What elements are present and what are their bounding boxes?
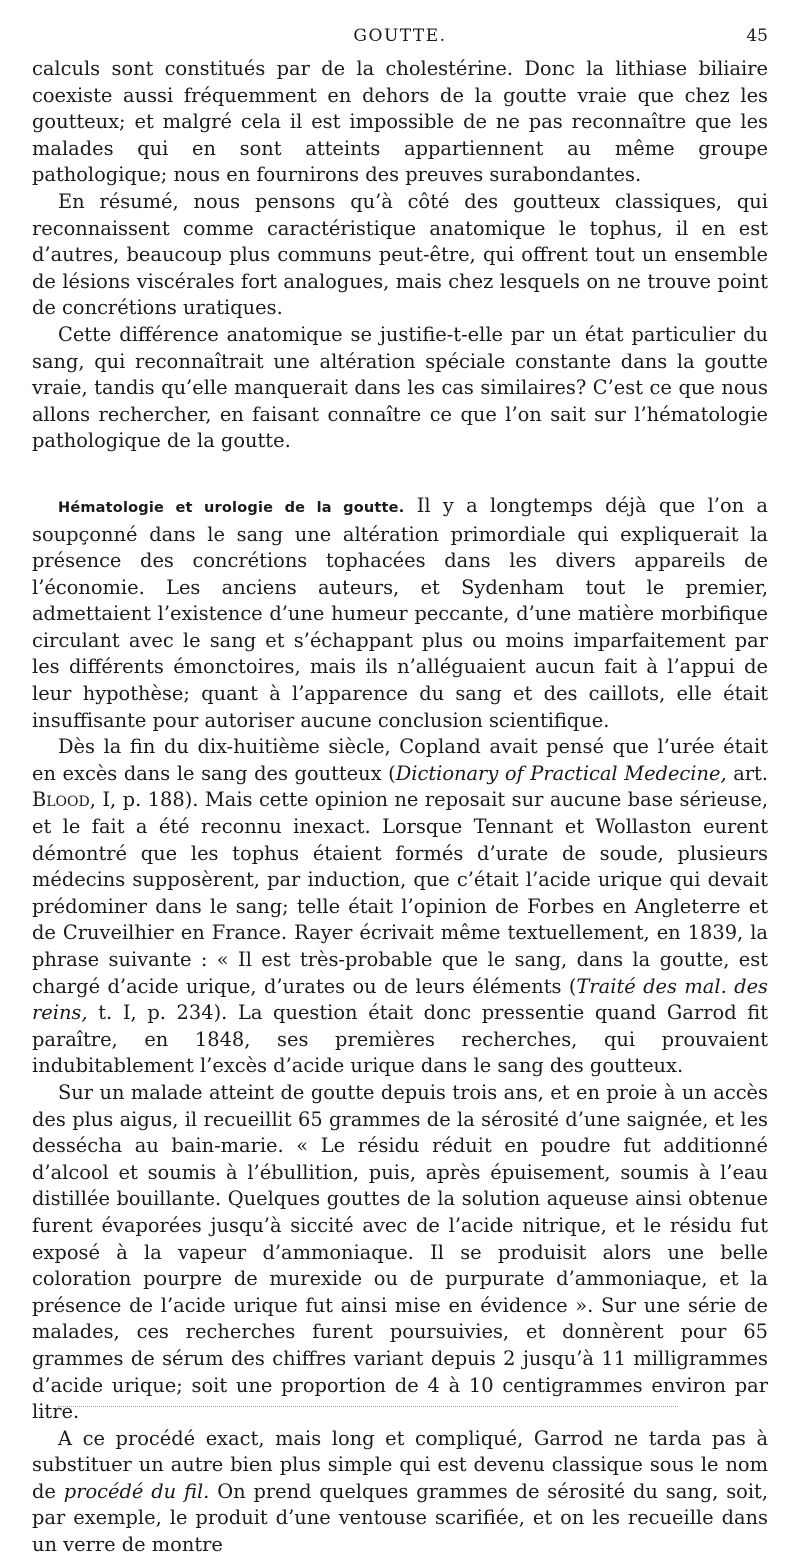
paragraph-lithiase: calculs sont constitués par de la cholestérine. Donc la lithiase biliaire coexiste aussi fréquemment en dehors de la goutte vraie que chez les goutteux; et malgré cela il est impossible de ne pas reconnaître que les malades qui en sont atteints appartiennent au même groupe pathologique; nous en fournirons des preuves surabondantes. (32, 57, 768, 187)
paragraph-procede-du-fil (32, 1426, 768, 1559)
book-page (32, 26, 768, 1559)
paragraph-hematologie-text: Il y a longtemps déjà que l’on a soupçonné dans le sang une altération primordiale qui expliquerait la présence des concrétions tophacées dans les divers appareils de l’économie. Les anciens auteurs, et Sydenham tout le premier, admettaient l’existence d’une humeur peccante, d’une matière morbifique circulant avec le sang et s’échappant plus ou moins imparfaitement par les différents émonctoires, mais ils n’alléguaient aucun fait à l’appui de leur hypothèse; quant à l’apparence du sang et des caillots, elle était insuffisante pour autoriser aucune conclusion scientifique. (32, 493, 768, 732)
page-number: 45 (746, 26, 768, 46)
procede-text-2: On prend quelques grammes de sérosité du sang, soit, par exemple, le produit d’une ventouse scarifiée, et on les recueille dans un verre de montre (32, 1479, 768, 1557)
paragraph-malade-atteint: Sur un malade atteint de goutte depuis trois ans, et en proie à un accès des plus aigus, il recueillit 65 grammes de la sérosité d’une saignée, et les dessécha au bain-marie. « Le résidu réduit en poudre fut additionné d’alcool et soumis à l’ébullition, puis, après épuisement, soumis à l’eau distillée bouillante. Quelques gouttes de la solution aqueuse ainsi obtenue furent évaporées jusqu’à siccité avec de l’acide nitrique, et le résidu fut exposé à la vapeur d’ammoniaque. Il se produisit alors une belle coloration pourpre de murexide ou de purpurate d’ammoniaque, et la présence de l’acide urique fut ainsi mise en évidence ». Sur une série de malades, ces recherches furent poursuivies, et donnèrent pour 65 grammes de sérum des chiffres variant depuis 2 jusqu’à 11 milligrammes d’acide urique; soit une proportion de 4 à 10 centigrammes environ par litre. (32, 1080, 768, 1424)
term-procede-du-fil: procédé du fil. (63, 1479, 210, 1503)
copland-text-4: t. I, p. 234). La question était donc pressentie quand Garrod fit paraître, en 1848, ses premières recherches, qui prouvaient indubitablement l’excès d’acide urique dans le sang des goutteux. (32, 1001, 768, 1078)
paragraph-hematologie (32, 493, 768, 734)
section-heading: Hématologie et urologie de la goutte. (58, 499, 405, 516)
citation-dictionary-title: Dictionary of Practical Medecine, (395, 761, 727, 785)
page-header (32, 26, 768, 56)
paragraph-difference-anatomique: Cette différence anatomique se justifie-t-elle par un état particulier du sang, qui reconnaîtrait une altération spéciale constante dans la goutte vraie, tandis qu’elle manquerait dans les cas similaires? C’est ce que nous allons rechercher, en faisant connaître ce que l’on sait sur l’hématologie pathologique de la goutte. (32, 322, 768, 453)
procede-text-1: A ce procédé exact, mais long et compliqué, Garrod ne tarda pas à substituer un autre bien plus simple qui est devenu classique sous le nom de (32, 1426, 768, 1503)
copland-text-1: Dès la fin du dix-huitième siècle, Copland avait pensé que l’urée était en excès dans le sang des goutteux ( (32, 735, 768, 785)
running-title: GOUTTE. (353, 26, 447, 46)
section-spacer (32, 455, 768, 493)
footer-dotted-rule (58, 1406, 678, 1407)
copland-text-3: I, p. 188). Mais cette opinion ne reposait sur aucune base sérieuse, et le fait a été reconnu inexact. Lorsque Tennant et Wollaston eurent démontré que les tophus étaient formés d’urate de soude, plusieurs médecins supposèrent, par induction, que c’était l’acide urique qui devait prédominer dans le sang; telle était l’opinion de Forbes en Angleterre et de Cruveilhier en France. Rayer écrivait même textuellement, en 1839, la phrase suivante : « Il est très-probable que le sang, dans la goutte, est chargé d’acide urique, d’urates ou de leurs éléments ( (32, 788, 768, 998)
paragraph-en-resume: En résumé, nous pensons qu’à côté des goutteux classiques, qui reconnaissent comme caractéristique anatomique le tophus, il en est d’autres, beaucoup plus communs peut-être, qui offrent tout un ensemble de lésions viscérales fort analogues, mais chez lesquels on ne trouve point de concrétions uratiques. (32, 189, 768, 320)
citation-blood: Blood, (32, 788, 96, 812)
citation-traite-title: Traité des mal. des reins, (32, 974, 769, 1025)
copland-text-2: art. (726, 761, 769, 785)
paragraph-copland (32, 734, 768, 1080)
